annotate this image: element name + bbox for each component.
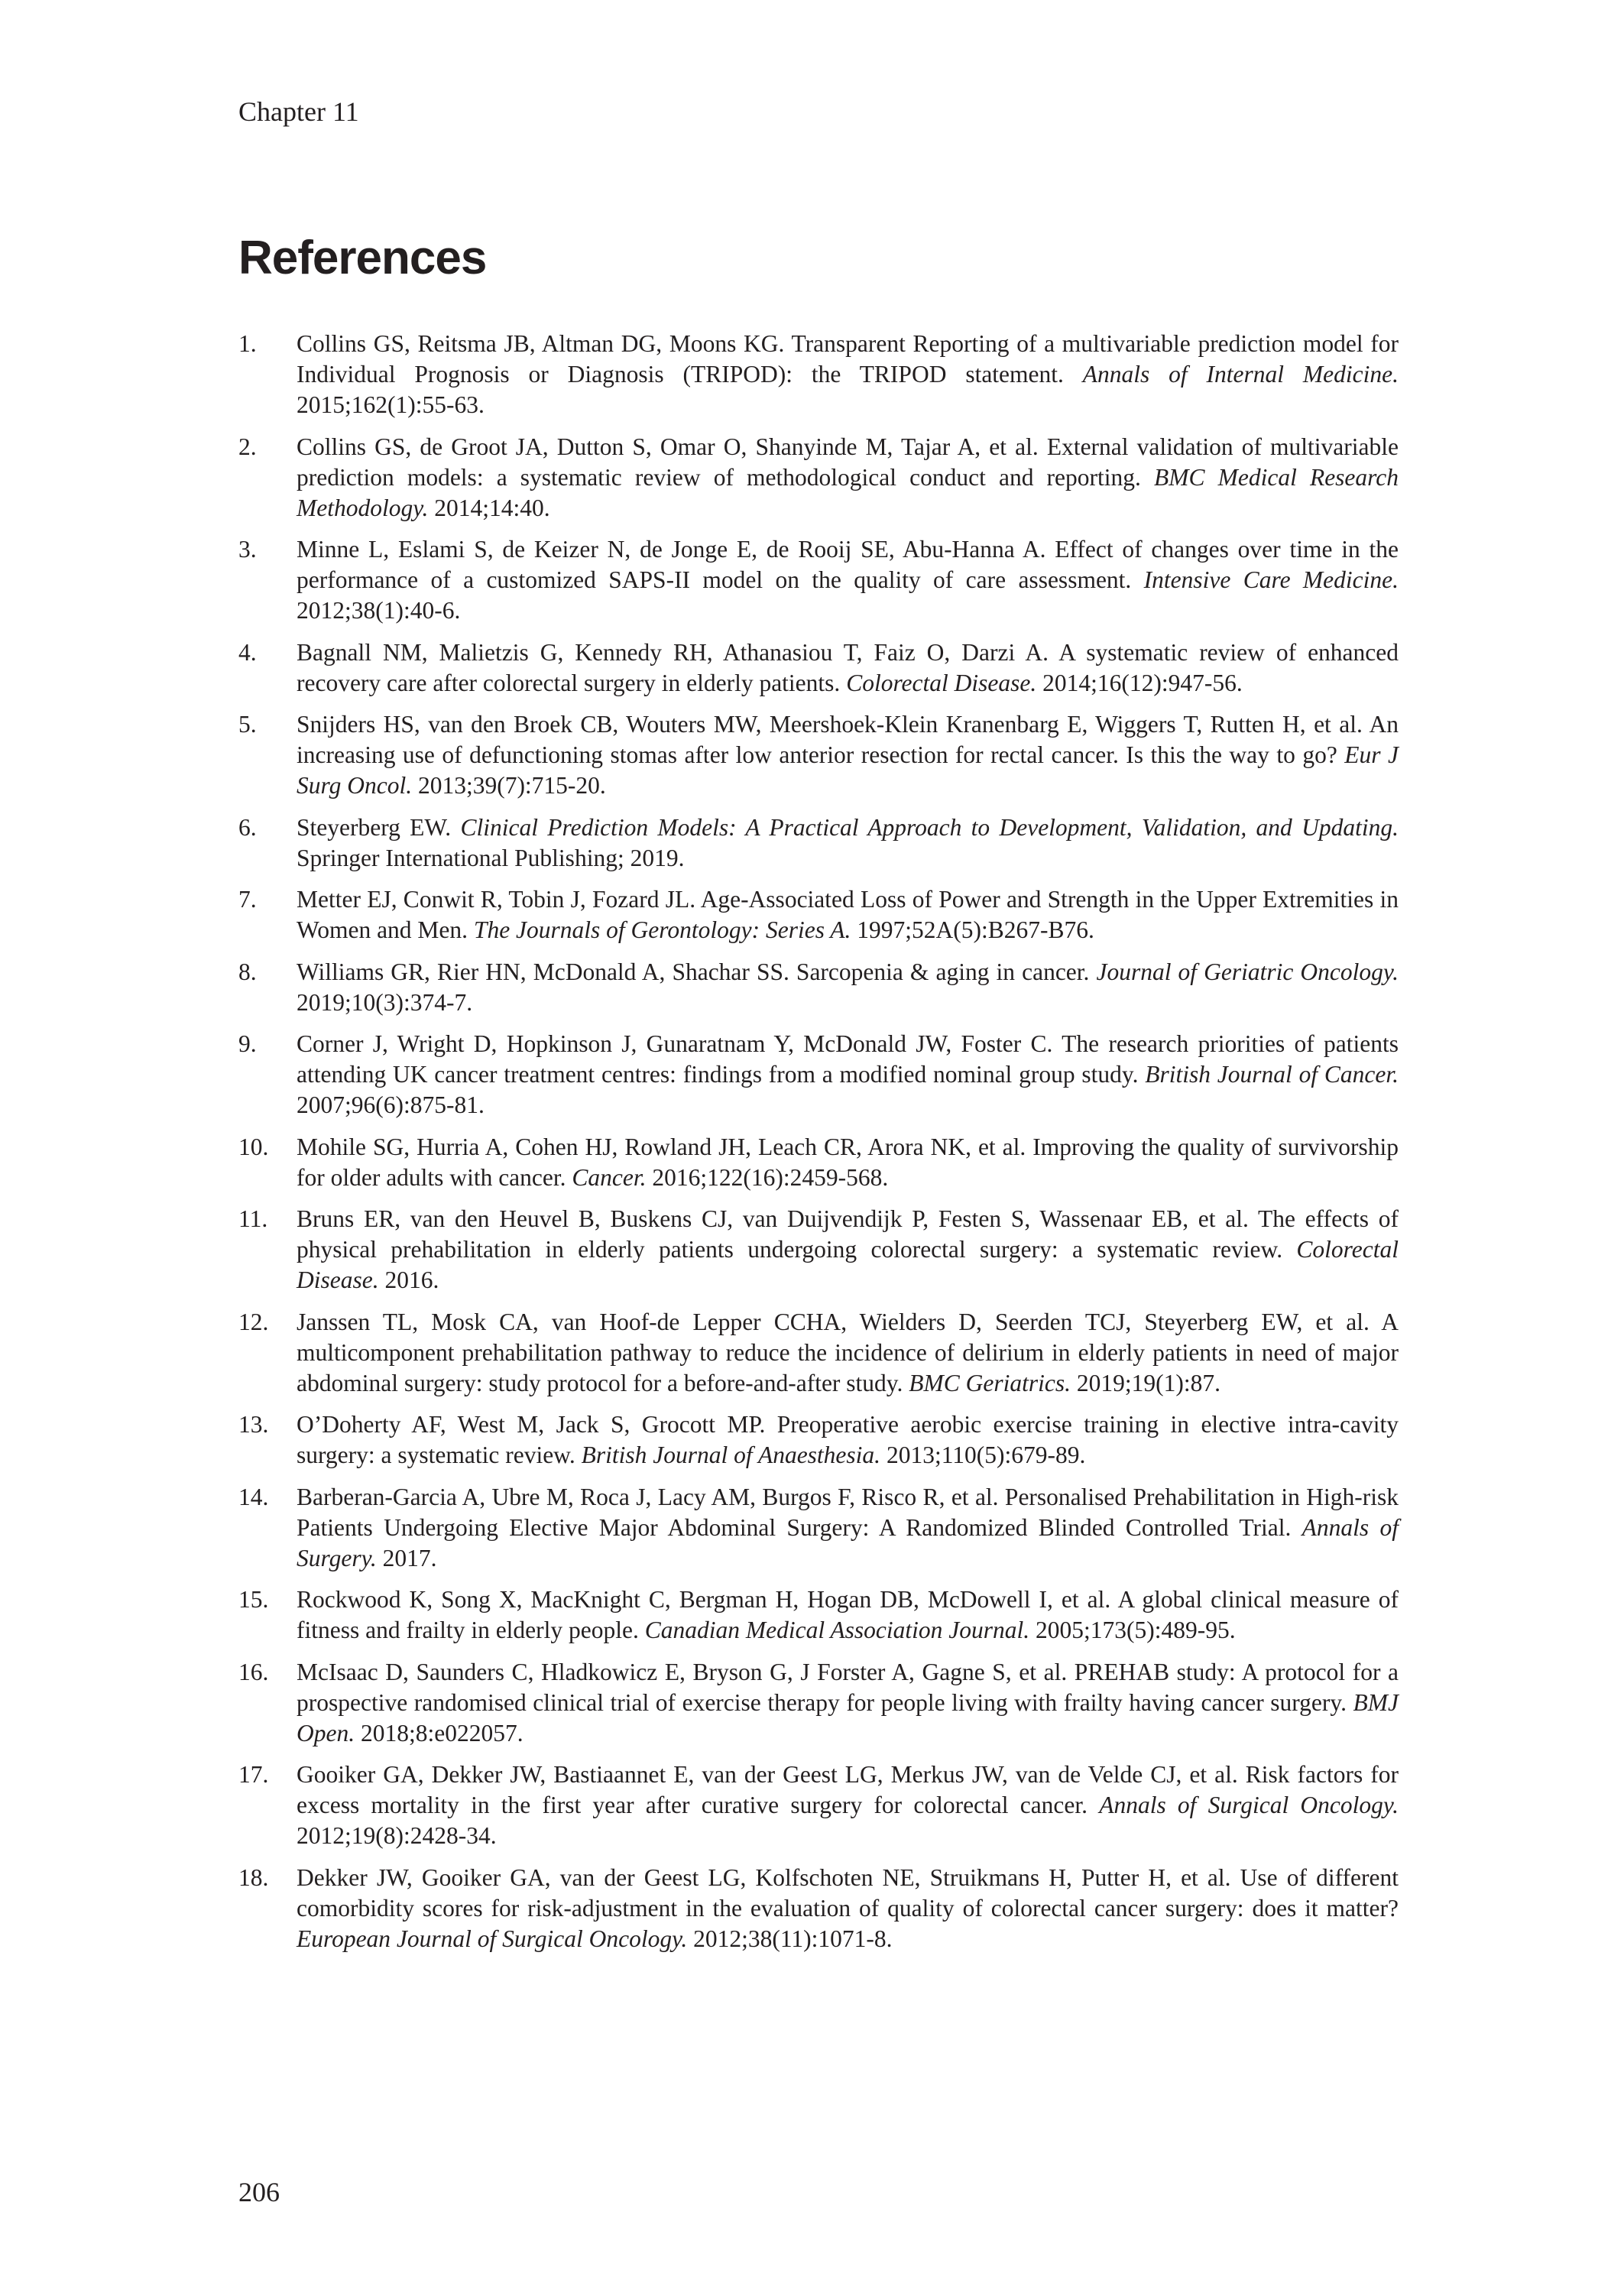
reference-source: British Journal of Cancer. xyxy=(1145,1061,1399,1088)
reference-text xyxy=(297,1307,1399,1399)
reference-text xyxy=(297,1132,1399,1193)
reference-segment: Metter EJ, Conwit R, Tobin J, Fozard JL. Age-Associated Loss of Power and Strength in the Upper Extremities in Women and Men. xyxy=(297,886,1399,943)
reference-number: 15. xyxy=(238,1586,269,1613)
reference-segment: Corner J, Wright D, Hopkinson J, Gunaratnam Y, McDonald JW, Foster C. The research priorities of patients attending UK cancer treatment centres: findings from a modified nominal group study. xyxy=(297,1030,1399,1088)
reference-segment: 1997;52A(5):B267-B76. xyxy=(851,916,1094,943)
reference-item xyxy=(238,1482,1399,1574)
reference-segment: 2016. xyxy=(378,1267,439,1293)
reference-item xyxy=(238,709,1399,801)
reference-text xyxy=(297,1029,1399,1121)
reference-item xyxy=(238,1307,1399,1399)
reference-source: Journal of Geriatric Oncology. xyxy=(1096,958,1399,985)
reference-segment: Snijders HS, van den Broek CB, Wouters MW, Meershoek-Klein Kranenbarg E, Wiggers T, Rutten H, et al. An increasing use of defunctioning stomas after low anterior resection for rectal cancer. Is this the way to go? xyxy=(297,711,1399,768)
reference-segment: Collins GS, Reitsma JB, Altman DG, Moons KG. Transparent Reporting of a multivariable prediction model for Individual Prognosis or Diagnosis (TRIPOD): the TRIPOD statement. xyxy=(297,330,1399,388)
reference-text xyxy=(297,1409,1399,1471)
reference-source: BMJ Open. xyxy=(297,1688,1399,1747)
reference-segment: Bagnall NM, Malietzis G, Kennedy RH, Athanasiou T, Faiz O, Darzi A. A systematic review of enhanced recovery care after colorectal surgery in elderly patients. xyxy=(297,638,1399,696)
reference-segment: Barberan-Garcia A, Ubre M, Roca J, Lacy AM, Burgos F, Risco R, et al. Personalised Prehabilitation in High-risk Patients Undergoing Elective Major Abdominal Surgery: A Randomized Blinded Controlled Trial. xyxy=(297,1483,1399,1541)
reference-number: 11. xyxy=(238,1205,268,1232)
running-head: Chapter 11 xyxy=(238,96,359,127)
reference-segment: 2013;110(5):679-89. xyxy=(880,1442,1086,1468)
reference-text xyxy=(297,534,1399,626)
reference-number: 13. xyxy=(238,1411,269,1438)
reference-segment: McIsaac D, Saunders C, Hladkowicz E, Bryson G, J Forster A, Gagne S, et al. PREHAB study: A protocol for a prospective randomised clinical trial of exercise therapy for people living with frailty having cancer surgery. xyxy=(297,1658,1399,1716)
reference-number: 7. xyxy=(238,886,257,913)
reference-text xyxy=(297,1863,1399,1954)
reference-number: 2. xyxy=(238,433,257,460)
page-number: 206 xyxy=(238,2177,280,2207)
reference-segment: 2007;96(6):875-81. xyxy=(297,1091,485,1118)
reference-source: Colorectal Disease. xyxy=(297,1236,1399,1293)
reference-item xyxy=(238,1863,1399,1954)
reference-source: BMC Geriatrics. xyxy=(909,1369,1071,1396)
reference-segment: 2012;38(11):1071-8. xyxy=(687,1925,893,1952)
reference-text xyxy=(297,812,1399,874)
reference-segment: 2013;39(7):715-20. xyxy=(412,772,606,799)
reference-text xyxy=(297,884,1399,945)
reference-list xyxy=(238,329,1399,1965)
section-title: References xyxy=(238,232,487,284)
reference-segment: 2019;19(1):87. xyxy=(1071,1369,1220,1396)
reference-item xyxy=(238,884,1399,945)
reference-source: Canadian Medical Association Journal. xyxy=(644,1617,1030,1643)
reference-source: Annals of Internal Medicine. xyxy=(1082,361,1399,388)
reference-number: 5. xyxy=(238,711,257,738)
reference-text xyxy=(297,1482,1399,1574)
reference-segment: 2012;19(8):2428-34. xyxy=(297,1822,497,1849)
reference-number: 18. xyxy=(238,1863,269,1891)
reference-source: Annals of Surgical Oncology. xyxy=(1099,1792,1399,1818)
reference-text xyxy=(297,432,1399,524)
reference-number: 17. xyxy=(238,1761,269,1788)
reference-segment: Mohile SG, Hurria A, Cohen HJ, Rowland JH, Leach CR, Arora NK, et al. Improving the quality of survivorship for older adults with cancer. xyxy=(297,1133,1399,1191)
reference-text xyxy=(297,1584,1399,1646)
reference-segment: 2019;10(3):374-7. xyxy=(297,988,473,1016)
reference-segment: Bruns ER, van den Heuvel B, Buskens CJ, van Duijvendijk P, Festen S, Wassenaar EB, et al. The effects of physical prehabilitation in elderly patients undergoing colorectal surgery: a systematic review. xyxy=(297,1205,1399,1263)
reference-number: 10. xyxy=(238,1133,269,1160)
reference-item xyxy=(238,812,1399,874)
reference-source: Intensive Care Medicine. xyxy=(1143,566,1399,593)
reference-text xyxy=(297,1204,1399,1296)
reference-segment: O’Doherty AF, West M, Jack S, Grocott MP. Preoperative aerobic exercise training in elective intra-cavity surgery: a systematic review. xyxy=(297,1411,1399,1468)
reference-item xyxy=(238,1584,1399,1646)
reference-item xyxy=(238,1759,1399,1851)
reference-text xyxy=(297,1759,1399,1851)
reference-number: 14. xyxy=(238,1483,269,1510)
reference-segment: 2014;16(12):947-56. xyxy=(1036,669,1243,696)
reference-number: 1. xyxy=(238,330,257,357)
reference-item xyxy=(238,329,1399,420)
reference-source: Eur J Surg Oncol. xyxy=(297,741,1399,799)
reference-text xyxy=(297,1657,1399,1749)
reference-source: The Journals of Gerontology: Series A. xyxy=(473,916,851,943)
reference-segment: 2018;8:e022057. xyxy=(355,1719,524,1747)
reference-number: 6. xyxy=(238,813,257,841)
reference-source: Clinical Prediction Models: A Practical Approach to Development, Validation, and Updating. xyxy=(460,813,1399,841)
reference-item xyxy=(238,1657,1399,1749)
reference-segment: Steyerberg EW. xyxy=(297,813,461,841)
reference-number: 8. xyxy=(238,958,257,985)
reference-item xyxy=(238,637,1399,699)
reference-text xyxy=(297,637,1399,699)
reference-segment: Janssen TL, Mosk CA, van Hoof-de Lepper CCHA, Wielders D, Seerden TCJ, Steyerberg EW, et al. A multicomponent prehabilitation pathway to reduce the incidence of delirium in elderly patients in need of major abdominal surgery: study protocol for a before-and-after study. xyxy=(297,1308,1399,1396)
reference-number: 16. xyxy=(238,1658,269,1685)
reference-segment: 2017. xyxy=(376,1544,437,1571)
reference-source: British Journal of Anaesthesia. xyxy=(581,1442,881,1468)
reference-segment: 2012;38(1):40-6. xyxy=(297,597,461,624)
reference-segment: 2014;14:40. xyxy=(428,494,550,521)
reference-segment: 2015;162(1):55-63. xyxy=(297,391,485,418)
reference-number: 12. xyxy=(238,1308,269,1335)
reference-item xyxy=(238,957,1399,1018)
reference-segment: Gooiker GA, Dekker JW, Bastiaannet E, van der Geest LG, Merkus JW, van de Velde CJ, et al. Risk factors for excess mortality in the first year after curative surgery for colorectal cancer. xyxy=(297,1761,1399,1818)
reference-segment: Dekker JW, Gooiker GA, van der Geest LG, Kolfschoten NE, Struikmans H, Putter H, et al. Use of different comorbidity scores for risk-adjustment in the evaluation of quality of colorectal cancer surgery: does it matter? xyxy=(297,1863,1399,1922)
reference-text xyxy=(297,709,1399,801)
reference-item xyxy=(238,1409,1399,1471)
reference-segment: 2016;122(16):2459-568. xyxy=(646,1163,889,1191)
reference-number: 4. xyxy=(238,638,257,666)
reference-segment: Rockwood K, Song X, MacKnight C, Bergman H, Hogan DB, McDowell I, et al. A global clinical measure of fitness and frailty in elderly people. xyxy=(297,1586,1399,1643)
reference-item xyxy=(238,534,1399,626)
reference-item xyxy=(238,1204,1399,1296)
reference-item xyxy=(238,1029,1399,1121)
reference-text xyxy=(297,329,1399,420)
reference-item xyxy=(238,432,1399,524)
reference-segment: Springer International Publishing; 2019. xyxy=(297,844,685,871)
reference-item xyxy=(238,1132,1399,1193)
reference-segment: Minne L, Eslami S, de Keizer N, de Jonge E, de Rooij SE, Abu-Hanna A. Effect of changes over time in the performance of a customized SAPS-II model on the quality of care assessment. xyxy=(297,536,1399,593)
reference-number: 3. xyxy=(238,536,257,563)
reference-segment: Collins GS, de Groot JA, Dutton S, Omar O, Shanyinde M, Tajar A, et al. External validation of multivariable prediction models: a systematic review of methodological conduct and reporting. xyxy=(297,433,1399,491)
reference-source: Colorectal Disease. xyxy=(846,669,1037,696)
reference-segment: Williams GR, Rier HN, McDonald A, Shachar SS. Sarcopenia & aging in cancer. xyxy=(297,958,1097,985)
reference-source: Cancer. xyxy=(572,1163,647,1191)
reference-source: Annals of Surgery. xyxy=(297,1513,1399,1571)
reference-source: BMC Medical Research Methodology. xyxy=(297,463,1399,521)
reference-text xyxy=(297,957,1399,1018)
reference-segment: 2005;173(5):489-95. xyxy=(1029,1617,1236,1643)
reference-source: European Journal of Surgical Oncology. xyxy=(297,1925,688,1952)
reference-number: 9. xyxy=(238,1030,257,1057)
